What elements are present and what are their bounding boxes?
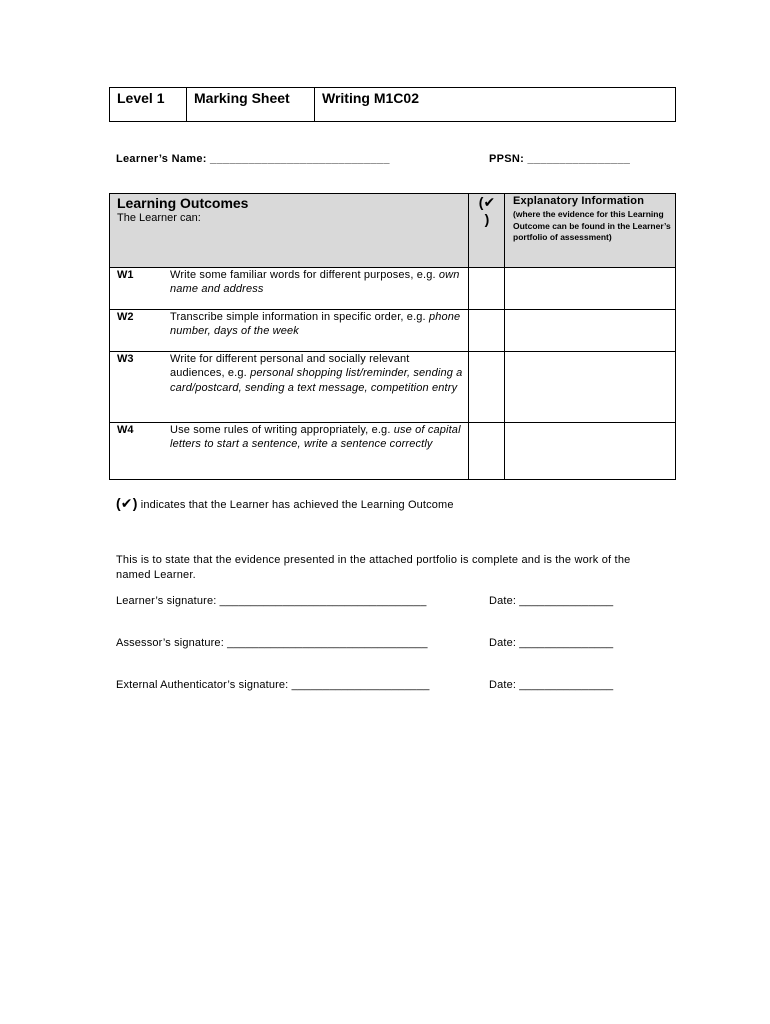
outcome-description: [170, 423, 466, 452]
check-icon: (✔: [478, 194, 496, 210]
learner-can-subtitle: The Learner can:: [117, 212, 201, 224]
module-label: Writing M1C02: [322, 90, 419, 106]
learner-signature-line: Learner’s signature: _________________________________: [116, 595, 427, 607]
learner-date-line: Date: _______________: [489, 595, 614, 607]
tick-header-close: ): [484, 211, 490, 227]
check-icon: (✔): [116, 495, 138, 511]
sheet-label: Marking Sheet: [187, 88, 315, 121]
outcome-description: [170, 352, 466, 395]
outcome-code: W3: [117, 353, 134, 365]
explanatory-information-title: Explanatory Information: [513, 195, 645, 207]
outcome-example: own name and address: [170, 269, 460, 296]
outcome-text: Transcribe simple information in specific order, e.g.: [170, 311, 429, 323]
outcome-example: personal shopping list/reminder, sending a card/postcard, sending a text message, competition entry: [170, 367, 463, 394]
column-divider: [468, 194, 469, 479]
outcome-example: phone number, days of the week: [170, 311, 461, 338]
outcome-text: Use some rules of writing appropriately, e.g.: [170, 424, 394, 436]
learner-name-field: Learner’s Name: ____________________________: [116, 153, 390, 165]
header-box: [109, 87, 676, 122]
external-authenticator-date-line: Date: _______________: [489, 679, 614, 691]
tick-legend-note: [116, 495, 454, 512]
learning-outcomes-title: Learning Outcomes: [117, 195, 249, 211]
outcome-example: use of capital letters to start a sentence, write a sentence correctly: [170, 424, 461, 451]
declaration-statement: This is to state that the evidence presented in the attached portfolio is complete and is the work of the named Learner.: [116, 554, 631, 581]
learning-outcomes-table: [109, 193, 676, 480]
outcome-code: W2: [117, 311, 134, 323]
tick-legend-text: indicates that the Learner has achieved the Learning Outcome: [137, 499, 454, 511]
external-authenticator-signature-line: External Authenticator’s signature: ______________________: [116, 679, 430, 691]
outcome-code: W4: [117, 424, 134, 436]
outcome-description: [170, 268, 466, 297]
outcome-description: [170, 310, 466, 339]
assessor-signature-line: Assessor’s signature: ________________________________: [116, 637, 428, 649]
explanatory-information-note: (where the evidence for this Learning Outcome can be found in the Learner’s portfolio of assessment): [513, 209, 671, 242]
outcome-code: W1: [117, 269, 134, 281]
ppsn-field: PPSN: ________________: [489, 153, 631, 165]
level-label: Level 1: [110, 88, 187, 121]
outcome-text: Write some familiar words for different purposes, e.g.: [170, 269, 439, 281]
column-divider: [504, 194, 505, 479]
outcome-text: Write for different personal and socially relevant audiences, e.g.: [170, 353, 410, 380]
assessor-date-line: Date: _______________: [489, 637, 614, 649]
tick-column-header: [470, 194, 504, 228]
